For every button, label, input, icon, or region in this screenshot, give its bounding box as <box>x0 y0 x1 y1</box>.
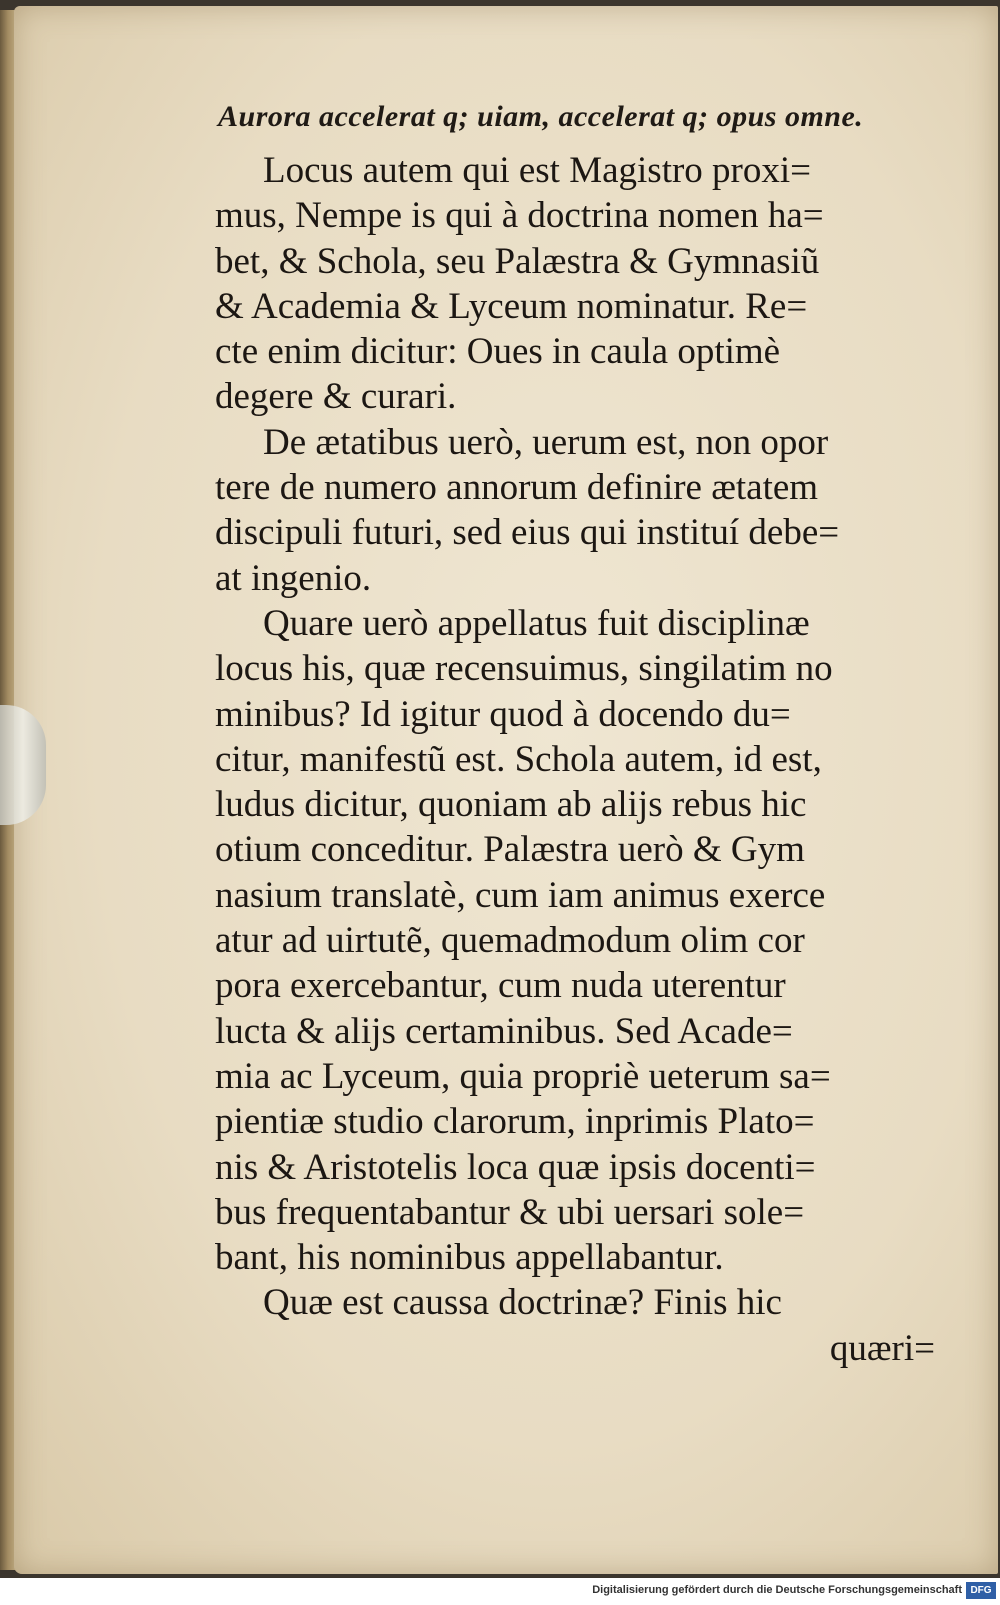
text-line: quæri= <box>829 1327 935 1369</box>
running-head: Aurora accelerat q; uiam, accelerat q; opus omne. <box>218 100 864 133</box>
text-line: bus frequentabantur & ubi uersari sole= <box>215 1191 805 1233</box>
dfg-logo-icon: DFG <box>966 1582 996 1599</box>
text-line: Quare uerò appellatus fuit disciplinæ <box>263 602 810 644</box>
text-line: at ingenio. <box>215 557 372 599</box>
text-line: nasium translatè, cum iam animus exerce <box>215 874 826 916</box>
text-line: lucta & alijs certaminibus. Sed Acade= <box>215 1010 793 1052</box>
text-line: locus his, quæ recensuimus, singilatim no <box>215 648 833 690</box>
text-line: ludus dicitur, quoniam ab alijs rebus hic <box>215 784 807 826</box>
text-line: tere de numero annorum definire ætatem <box>215 467 819 509</box>
text-line: cte enim dicitur: Oues in caula optimè <box>215 331 781 373</box>
text-line: mus, Nempe is qui à doctrina nomen ha= <box>215 195 824 237</box>
text-line: citur, manifestũ est. Schola autem, id est, <box>215 738 822 780</box>
text-line: & Academia & Lyceum nominatur. Re= <box>215 285 808 327</box>
text-line: pora exercebantur, cum nuda uterentur <box>215 965 786 1007</box>
text-line: atur ad uirtutẽ, quemadmodum olim cor <box>215 920 805 962</box>
text-line: bet, & Schola, seu Palæstra & Gymnasiũ <box>215 240 820 282</box>
text-line: Locus autem qui est Magistro proxi= <box>263 150 812 191</box>
text-line: pientiæ studio clarorum, inprimis Plato= <box>215 1101 815 1143</box>
text-line: nis & Aristotelis loca quæ ipsis docenti= <box>215 1146 816 1188</box>
text-line: De ætatibus uerò, uerum est, non opor <box>263 421 829 463</box>
text-line: degere & curari. <box>215 376 457 418</box>
text-line: otium conceditur. Palæstra uerò & Gym <box>215 829 805 871</box>
text-line: minibus? Id igitur quod à docendo du= <box>215 693 791 735</box>
footer-credit: Digitalisierung gefördert durch die Deutsche Forschungsgemeinschaft <box>592 1584 962 1596</box>
text-block <box>215 148 945 1371</box>
text-line: bant, his nominibus appellabantur. <box>215 1237 724 1279</box>
text-line: Quæ est caussa doctrinæ? Finis hic <box>263 1282 782 1324</box>
text-line: discipuli futuri, sed eius qui instituí debe= <box>215 512 840 554</box>
text-line: mia ac Lyceum, quia propriè ueterum sa= <box>215 1055 831 1097</box>
page-clip <box>0 705 46 825</box>
footer-bar <box>0 1578 1000 1605</box>
